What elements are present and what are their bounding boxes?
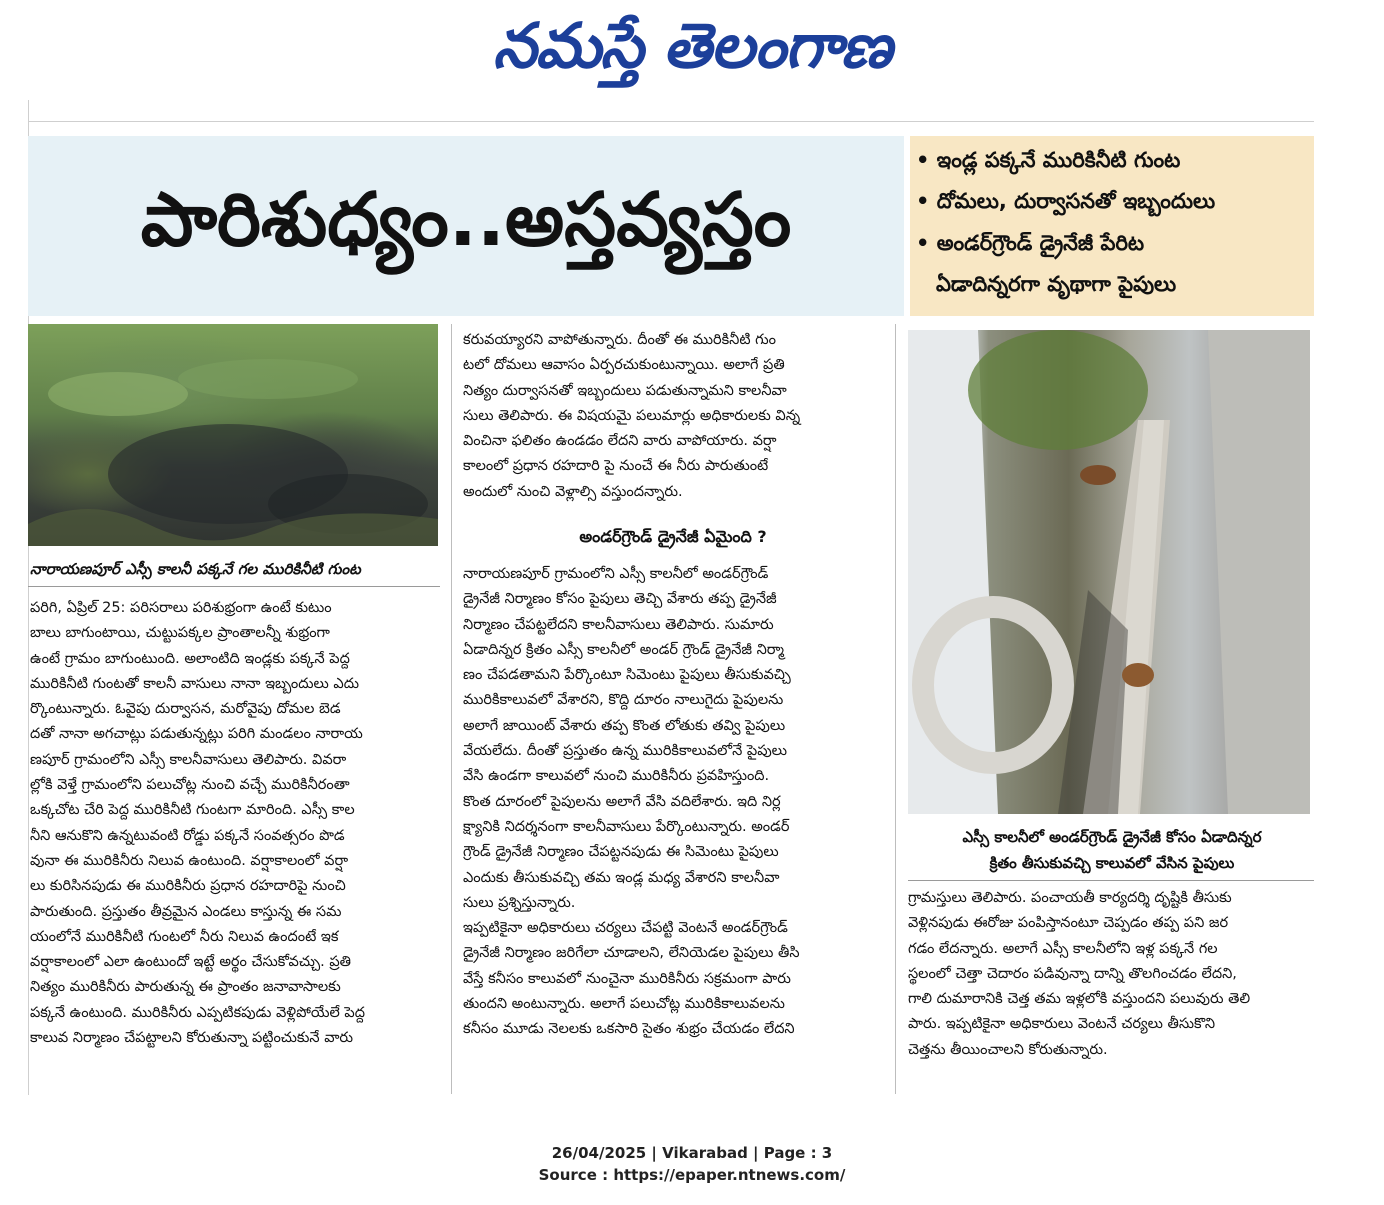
text-line: ఇప్పటికైనా అధికారులు చర్యలు చేపట్టి వెంటనే అండర్‌గ్రౌండ్‌ bbox=[463, 920, 788, 937]
text-line: మురికికాలువలో వేశారని, కొద్ది దూరం నాలుగైదు పైపులను bbox=[463, 692, 784, 709]
text-line: ణపూర్‌ గ్రామంలోని ఎస్సీ కాలనీవాసులు తెలిపారు. వివరా bbox=[30, 751, 347, 768]
highlight-item: • అండర్‌గ్రౌండ్‌ డ్రైనేజీ పేరిట bbox=[916, 231, 1145, 255]
text-line: డ్రైనేజీ నిర్మాణం కోసం పైపులు తెచ్చి వేశారు తప్ప డ్రైనేజీ bbox=[463, 591, 777, 608]
text-line: వెళ్లినపుడు ఈరోజు పంపిస్తానంటూ చెప్పడం తప్ప పని జర bbox=[908, 915, 1229, 932]
article-column-2-top bbox=[463, 328, 883, 505]
text-line: గడం లేదన్నారు. అలాగే ఎస్సీ కాలనీలోని ఇళ్ల పక్కనే గల bbox=[908, 940, 1218, 957]
photo2-caption-line: ఎస్సీ కాలనీలో అండర్‌గ్రౌండ్‌ డ్రైనేజీ కోసం ఏడాదిన్నర bbox=[962, 828, 1262, 846]
section-subheading: అండర్‌గ్రౌండ్‌ డ్రైనేజీ ఏమైంది ? bbox=[579, 527, 767, 546]
text-line: తుందని అంటున్నారు. అలాగే పలుచోట్ల మురికికాలువలను bbox=[463, 996, 785, 1013]
text-line: నారాయణపూర్‌ గ్రామంలోని ఎస్సీ కాలనీలో అండర్‌గ్రౌండ్‌ bbox=[463, 566, 769, 582]
text-line: ల్లోకి వెళ్తే గ్రామంలోని పలుచోట్ల నుంచి వచ్చే మురికినీరంతా bbox=[30, 777, 350, 794]
text-line: ణం చేపడతామని పేర్కొంటూ సిమెంటు పైపులు తీసుకువచ్చి bbox=[463, 667, 791, 684]
text-line: వించినా ఫలితం ఉండడం లేదని వారు వాపోయారు. వర్షా bbox=[463, 433, 777, 450]
text-line: పక్కనే ఉంటుంది. మురికినీరు ఎప్పటికపుడు వెళ్లిపోయేలే పెద్ద bbox=[30, 1004, 365, 1021]
text-line: లు కురిసినపుడు ఈ మురికినీరు ప్రధాన రహదారిపై నుంచి bbox=[30, 878, 346, 895]
text-line: అలాగే జాయింట్‌ వేశారు తప్ప కొంత లోతుకు తవ్వి పైపులు bbox=[463, 717, 786, 734]
text-line: గాలి దుమారానికి చెత్త తమ ఇళ్లలోకి వస్తుందని పలువురు తెలి bbox=[908, 991, 1251, 1008]
text-line: సులు తెలిపారు. ఈ విషయమై పలుమార్లు అధికారులకు విన్న bbox=[463, 407, 801, 424]
text-line: నిత్యం మురికినీరు పారుతున్న ఈ ప్రాంతం జనావాసాలకు bbox=[30, 979, 341, 996]
column-divider bbox=[895, 324, 896, 1094]
text-line: చెత్తను తీయించాలని కోరుతున్నారు. bbox=[908, 1041, 1108, 1058]
article-column-1 bbox=[30, 596, 440, 1051]
text-line: ర్కొంటున్నారు. ఓవైపు దుర్వాసన, మరోవైపు దోమల బెడ bbox=[30, 701, 341, 718]
text-line: బాలు బాగుంటాయి, చుట్టుపక్కల ప్రాంతాలన్నీ శుభ్రంగా bbox=[30, 625, 330, 642]
text-line: ఉంటే గ్రామం బాగుంటుంది. అలాంటిది ఇండ్లకు పక్కనే పెద్ద bbox=[30, 650, 350, 667]
text-line: పారు. ఇప్పటికైనా అధికారులు వెంటనే చర్యలు తీసుకొని bbox=[908, 1016, 1216, 1033]
text-line: సులు ప్రశ్నిస్తున్నారు. bbox=[463, 894, 576, 911]
text-line: స్థలంలో చెత్తా చెదారం పడివున్నా దాన్ని తొలగించడం లేదని, bbox=[908, 965, 1237, 982]
text-line: కరువయ్యారని వాపోతున్నారు. దీంతో ఈ మురికినీటి గుం bbox=[463, 332, 776, 348]
text-line: నీని ఆనుకొని ఉన్నటువంటి రోడ్డు పక్కనే సంవత్సరం పొడ bbox=[30, 827, 345, 844]
article-column-3 bbox=[908, 886, 1314, 1063]
text-line: క్ష్యానికి నిదర్శనంగా కాలనీవాసులు పేర్కొంటున్నారు. అండర్‌ bbox=[463, 818, 790, 835]
headline: పారిశుధ్యం..అస్తవ్యస్తం bbox=[140, 177, 792, 263]
text-line: మురికినీటి గుంటతో కాలనీ వాసులు నానా ఇబ్బందులు ఎదు bbox=[30, 675, 359, 692]
text-line: దతో నానా అగచాట్లు పడుతున్నట్లు పరిగి మండలం నారాయ bbox=[30, 726, 363, 743]
text-line: గ్రామస్తులు తెలిపారు. పంచాయతీ కార్యదర్శి దృష్టికి తీసుకు bbox=[908, 890, 1232, 906]
text-line: టలో దోమలు ఆవాసం ఏర్పరచుకుంటున్నాయి. అలాగే ప్రతి bbox=[463, 357, 785, 374]
text-line: కాలువ నిర్మాణం చేపట్టాలని కోరుతున్నా పట్టించుకునే వారు bbox=[30, 1030, 354, 1047]
text-line: పారుతుంది. ప్రస్తుతం తీవ్రమైన ఎండలు కాస్తున్న ఈ సమ bbox=[30, 903, 342, 920]
text-line: వర్షాకాలంలో ఎలా ఉంటుందో ఇట్టే అర్థం చేసుకోవచ్చు. ప్రతి bbox=[30, 954, 352, 971]
photo1-caption: నారాయణపూర్‌ ఎస్సీ కాలనీ పక్కనే గల మురికినీటి గుంట bbox=[30, 560, 361, 578]
text-line: ఏడాదిన్నర క్రితం ఎస్సీ కాలనీలో అండర్‌ గ్రౌండ్‌ డ్రైనేజీ నిర్మా bbox=[463, 641, 785, 658]
text-line: వేసి ఉండగా కాలువలో నుంచి మురికినీరు ప్రవహిస్తుంది. bbox=[463, 768, 770, 785]
column-divider bbox=[451, 324, 452, 1094]
text-line: ఒక్కచోట చేరి పెద్ద మురికినీటి గుంటగా మారింది. ఎస్సీ కాల bbox=[30, 802, 355, 819]
caption-rule bbox=[28, 586, 440, 587]
text-line: వునా ఈ మురికినీరు నిలువ ఉంటుంది. వర్షాకాలంలో వర్షా bbox=[30, 852, 349, 869]
text-line: ఎందుకు తీసుకువచ్చి తమ ఇండ్ల మధ్య వేశారని కాలనీవా bbox=[463, 869, 780, 886]
masthead-logo: నమస్తే తెలంగాణ bbox=[492, 9, 892, 82]
text-line: అందులో నుంచి వెళ్లాల్సి వస్తుందన్నారు. bbox=[463, 483, 683, 500]
text-line: వేస్తే కనీసం కాలువలో నుంచైనా మురికినీరు సక్రమంగా పారు bbox=[463, 970, 791, 987]
text-line: కాలంలో ప్రధాన రహదారి పై నుంచే ఈ నీరు పారుతుంటే bbox=[463, 458, 769, 475]
photo2-caption-line: క్రితం తీసుకువచ్చి కాలువలో వేసిన పైపులు bbox=[989, 854, 1235, 872]
text-line: గ్రౌండ్‌ డ్రైనేజీ నిర్మాణం చేపట్టనపుడు ఈ సిమెంటు పైపులు bbox=[463, 844, 779, 861]
text-line: డ్రైనేజీ నిర్మాణం జరిగేలా చూడాలని, లేనియెడల పైపులు తీసి bbox=[463, 945, 800, 962]
highlight-item: ఏడాదిన్నరగా వృథాగా పైపులు bbox=[936, 272, 1177, 296]
highlight-item: • దోమలు, దుర్వాసనతో ఇబ్బందులు bbox=[916, 189, 1216, 213]
text-line: పరిగి, ఏప్రిల్‌ 25: పరిసరాలు పరిశుభ్రంగా ఉంటే కుటుం bbox=[30, 600, 332, 616]
text-line: వేయలేదు. దీంతో ప్రస్తుతం ఉన్న మురికికాలువలోనే పైపులు bbox=[463, 743, 787, 760]
text-line: నిత్యం దుర్వాసనతో ఇబ్బందులు పడుతున్నామని కాలనీవా bbox=[463, 382, 787, 399]
text-line: యంలోనే మురికినీటి గుంటలో నీరు నిలువ ఉందంటే ఇక bbox=[30, 928, 339, 945]
article-column-2-bottom bbox=[463, 562, 883, 1043]
text-line: కనీసం మూడు నెలలకు ఒకసారి సైతం శుభ్రం చేయడం లేదని bbox=[463, 1021, 795, 1038]
page-top-rule bbox=[28, 121, 1314, 122]
text-line: నిర్మాణం చేపట్టలేదని కాలనీవాసులు తెలిపారు. సుమారు bbox=[463, 616, 774, 633]
footer-date-edition: 26/04/2025 | Vikarabad | Page : 3 bbox=[551, 1144, 833, 1162]
drainage-pipes-photo bbox=[908, 330, 1310, 814]
text-line: కొంత దూరంలో పైపులను అలాగే వేసి వదిలేశారు. ఇది నిర్ల bbox=[463, 793, 781, 810]
highlight-item: • ఇండ్ల పక్కనే మురికినీటి గుంట bbox=[916, 148, 1181, 172]
caption-rule bbox=[908, 880, 1314, 881]
sewage-pond-photo bbox=[28, 324, 438, 546]
footer-source: Source : https://epaper.ntnews.com/ bbox=[538, 1166, 846, 1184]
